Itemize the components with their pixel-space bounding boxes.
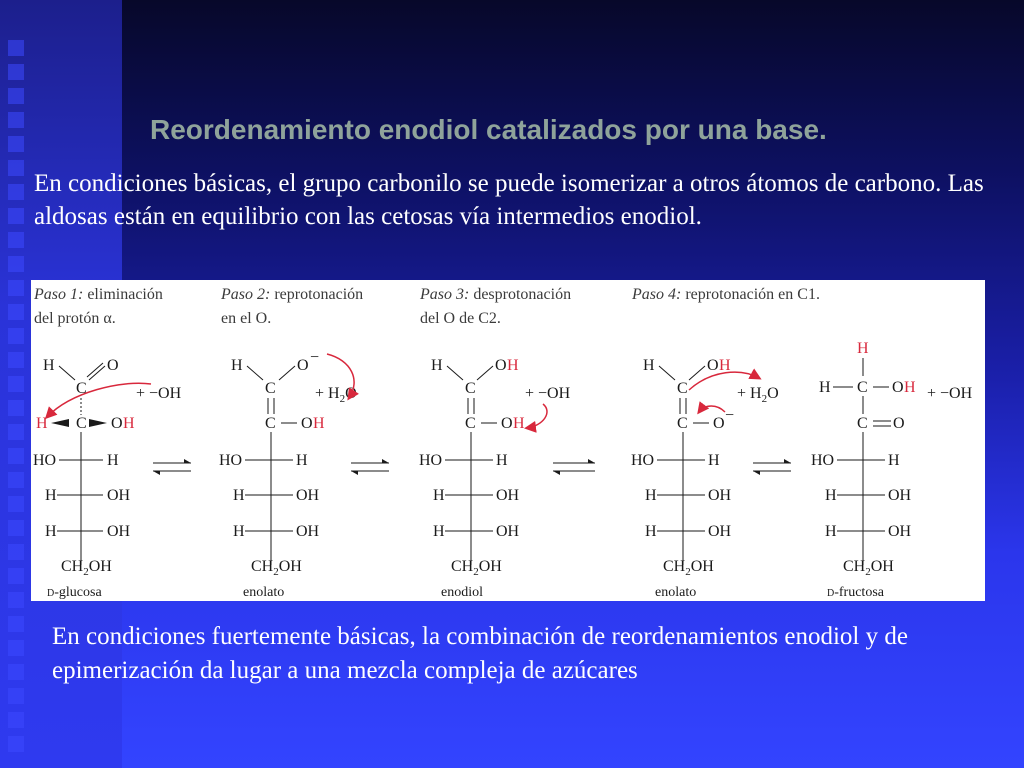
svg-text:H: H (825, 487, 837, 504)
svg-text:HO: HO (219, 452, 243, 469)
svg-text:H: H (507, 357, 519, 374)
svg-text:O: O (893, 415, 905, 432)
step3-desc: del O de C2. (420, 310, 501, 327)
svg-text:H: H (513, 415, 525, 432)
svg-text:H: H (45, 487, 57, 504)
svg-text:H: H (233, 523, 245, 540)
svg-text:CH2OH: $CH_2OH$ (251, 558, 302, 578)
svg-text:H: H (233, 487, 245, 504)
svg-text:H: H (825, 523, 837, 540)
svg-text:H: H (296, 452, 308, 469)
svg-text:H: H (857, 340, 869, 357)
svg-text:C: C (76, 380, 87, 397)
equilibrium-arrow-1 (153, 459, 191, 475)
svg-text:C: C (465, 380, 476, 397)
svg-text:O: O (495, 357, 507, 374)
svg-text:C: C (265, 380, 276, 397)
caption-d-fructosa: D-fructosa (827, 585, 884, 600)
caption-enolato-2: enolato (655, 585, 697, 600)
svg-text:H: H (36, 415, 48, 432)
svg-text:O: O (301, 415, 313, 432)
enediol-rearrangement-diagram (31, 280, 985, 601)
reaction-figure (31, 280, 985, 601)
structure-enolato-2 (631, 357, 779, 600)
equilibrium-arrow-4 (753, 459, 791, 475)
svg-text:H: H (708, 452, 720, 469)
slide-title: Reordenamiento enodiol catalizados por una base. (150, 114, 827, 145)
svg-text:C: C (677, 415, 688, 432)
svg-text:H: H (719, 357, 731, 374)
svg-text:C: C (857, 415, 868, 432)
svg-text:O: O (107, 357, 119, 374)
structure-d-glucose (33, 357, 182, 600)
step2-label: Paso 2: reprotonación (221, 286, 364, 303)
svg-text:H: H (431, 357, 443, 374)
svg-text:H: H (888, 452, 900, 469)
structure-enodiol (419, 357, 571, 600)
intro-paragraph: En condiciones básicas, el grupo carbonilo se puede isomerizar a otros átomos de carbono. Las aldosas están en equilibrio con las cetosas vía intermedios enodiol. (34, 170, 984, 230)
svg-text:HO: HO (419, 452, 443, 469)
svg-text:CH2OH: $CH_2OH$ (843, 558, 894, 578)
svg-text:O: O (707, 357, 719, 374)
step2-desc: en el O. (221, 310, 272, 327)
svg-text:H: H (123, 415, 135, 432)
svg-text:OH: OH (296, 487, 320, 504)
conclusion-paragraph: En condiciones fuertemente básicas, la combinación de reordenamientos enodiol y de epimerización da lugar a una mezcla compleja de azúcares (52, 623, 908, 684)
svg-text:CH2OH: $CH_2OH$ (663, 558, 714, 578)
svg-text:OH: OH (107, 523, 131, 540)
equilibrium-arrow-3 (553, 459, 595, 475)
svg-text:O: O (892, 379, 904, 396)
svg-text:H: H (433, 487, 445, 504)
svg-text:O: O (111, 415, 123, 432)
svg-text:HO: HO (33, 452, 57, 469)
svg-text:H: H (904, 379, 916, 396)
caption-enolato-1: enolato (243, 585, 285, 600)
svg-text:C: C (265, 415, 276, 432)
svg-text:−: − (725, 407, 735, 424)
svg-text:O: O (297, 357, 309, 374)
svg-text:H: H (645, 487, 657, 504)
reagent-hydroxide-1: + −OH (136, 385, 182, 402)
svg-text:H: H (231, 357, 243, 374)
svg-text:CH2OH: $CH_2OH$ (451, 558, 502, 578)
svg-text:H: H (819, 379, 831, 396)
svg-text:OH: OH (107, 487, 131, 504)
svg-text:C: C (857, 379, 868, 396)
svg-text:O: O (501, 415, 513, 432)
svg-text:HO: HO (811, 452, 835, 469)
svg-text:CH2OH: $CH_2OH$ (61, 558, 112, 578)
svg-text:H: H (645, 523, 657, 540)
svg-text:H: H (643, 357, 655, 374)
svg-text:C: C (677, 380, 688, 397)
svg-text:OH: OH (296, 523, 320, 540)
svg-text:H: H (433, 523, 445, 540)
reagent-hydroxide-3: + −OH (927, 385, 973, 402)
svg-text:OH: OH (708, 523, 732, 540)
reagent-water-2: + $H_2O$ (737, 385, 779, 405)
structure-d-fructose (811, 340, 973, 600)
svg-text:H: H (496, 452, 508, 469)
reagent-water-1: + $H_2O$ (315, 385, 357, 405)
svg-text:H: H (45, 523, 57, 540)
structure-enolato-1 (219, 349, 357, 600)
svg-text:OH: OH (708, 487, 732, 504)
svg-text:OH: OH (496, 487, 520, 504)
svg-text:OH: OH (888, 487, 912, 504)
svg-text:OH: OH (888, 523, 912, 540)
step1-desc: del protón α. (34, 310, 116, 327)
step3-label: Paso 3: desprotonación (420, 286, 572, 303)
svg-text:HO: HO (631, 452, 655, 469)
caption-enodiol: enodiol (441, 585, 483, 600)
svg-text:O: O (713, 415, 725, 432)
reagent-hydroxide-2: + −OH (525, 385, 571, 402)
step4-label: Paso 4: reprotonación en C1. (632, 286, 820, 303)
svg-text:H: H (313, 415, 325, 432)
step1-label: Paso 1: eliminación (34, 286, 163, 303)
svg-text:−: − (310, 349, 320, 366)
caption-d-glucosa: D-glucosa (47, 585, 102, 600)
equilibrium-arrow-2 (351, 459, 389, 475)
svg-text:C: C (465, 415, 476, 432)
svg-text:H: H (107, 452, 119, 469)
svg-text:H: H (43, 357, 55, 374)
svg-text:OH: OH (496, 523, 520, 540)
svg-text:C: C (76, 415, 87, 432)
